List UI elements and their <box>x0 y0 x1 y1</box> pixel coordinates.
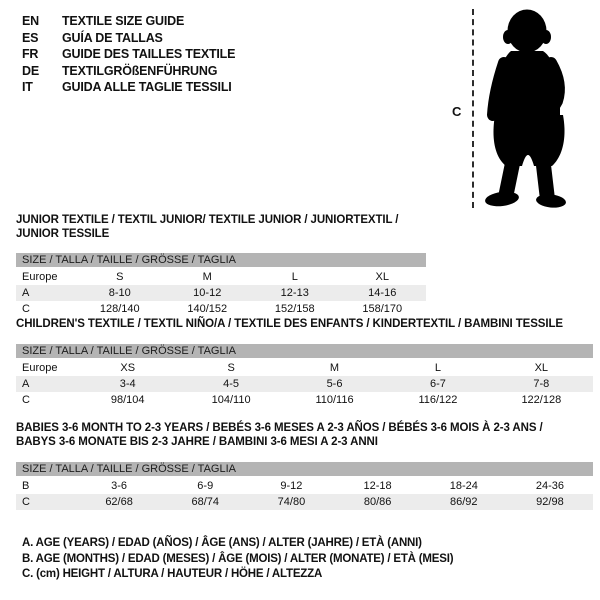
language-code: ES <box>22 30 39 45</box>
table-title <box>16 318 593 332</box>
language-row <box>22 63 235 80</box>
language-row <box>22 79 235 96</box>
row-label: C <box>22 303 30 315</box>
size-cell: XL <box>534 361 549 374</box>
size-cell: 12-18 <box>363 480 392 492</box>
baby-figure <box>448 4 600 222</box>
size-table <box>16 344 593 408</box>
size-cell: 24-36 <box>535 480 565 492</box>
size-cell: 5-6 <box>326 377 343 390</box>
guide-title: GUIDA ALLE TAGLIE TESSILI <box>62 80 232 94</box>
size-cell: L <box>434 361 441 374</box>
guide-title: GUÍA DE TALLAS <box>62 30 163 45</box>
table-title-line: BABIES 3-6 MONTH TO 2-3 YEARS / BEBÉS 3-6 MESES A 2-3 AÑOS / BÉBÉS 3-6 MOIS À 2-3 ANS / <box>16 422 543 434</box>
table-title-line: JUNIOR TEXTILE / TEXTIL JUNIOR/ TEXTILE JUNIOR / JUNIORTEXTIL / JUNIOR TESSILE <box>16 214 399 240</box>
size-cell: 3-4 <box>119 377 136 390</box>
babies-textile-section <box>16 422 593 510</box>
size-cell: XL <box>375 271 389 283</box>
size-cell: 86/92 <box>450 496 478 508</box>
guide-title: GUIDE DES TAILLES TEXTILE <box>62 47 236 61</box>
row-label: C <box>22 393 30 406</box>
row-label: Europe <box>22 361 58 374</box>
size-cell: 10-12 <box>193 287 222 299</box>
size-cell: 9-12 <box>280 480 303 492</box>
table-row <box>16 494 593 510</box>
language-code: IT <box>22 80 33 94</box>
language-row <box>22 30 235 47</box>
size-cell: 4-5 <box>223 377 240 390</box>
size-cell: 6-9 <box>197 480 214 492</box>
size-cell: L <box>291 271 298 283</box>
table-title <box>16 214 426 241</box>
height-measure-line <box>472 9 474 208</box>
table-row <box>16 301 426 317</box>
language-row <box>22 46 235 63</box>
table-size-header: SIZE / TALLA / TAILLE / GRÖSSE / TAGLIA <box>16 253 426 267</box>
row-label: B <box>22 480 30 492</box>
language-code: EN <box>22 14 39 28</box>
size-cell: 14-16 <box>368 287 397 299</box>
size-cell: M <box>202 271 212 283</box>
size-cell: 158/170 <box>362 303 403 315</box>
row-label: A <box>22 377 30 390</box>
size-cell: 92/98 <box>536 496 564 508</box>
size-cell: S <box>116 271 124 283</box>
row-label: Europe <box>22 271 58 283</box>
row-label: A <box>22 287 30 299</box>
table-title-line: BABYS 3-6 MONATE BIS 2-3 JAHRE / BAMBINI 3-6 MESI A 2-3 ANNI <box>16 435 378 448</box>
guide-title: TEXTILE SIZE GUIDE <box>62 14 185 28</box>
table-size-header: SIZE / TALLA / TAILLE / GRÖSSE / TAGLIA <box>16 462 593 476</box>
footnote-legend <box>22 536 453 583</box>
table-row <box>16 285 426 301</box>
children-textile-section <box>16 318 593 408</box>
height-measure-label: C <box>452 104 462 119</box>
size-cell: S <box>227 361 235 374</box>
size-cell: 8-10 <box>108 287 131 299</box>
size-cell: 7-8 <box>533 377 550 390</box>
table-size-header: SIZE / TALLA / TAILLE / GRÖSSE / TAGLIA <box>16 344 593 358</box>
table-row <box>16 376 593 392</box>
size-cell: 152/158 <box>274 303 315 315</box>
size-cell: 122/128 <box>521 393 562 406</box>
size-cell: 104/110 <box>211 393 251 406</box>
table-title <box>16 422 593 449</box>
footnote-b: B. AGE (MONTHS) / EDAD (MESES) / ÂGE (MOIS) / ALTER (MONATE) / ETÀ (MESI) <box>22 552 454 565</box>
table-row <box>16 269 426 285</box>
size-cell: 74/80 <box>277 496 306 508</box>
size-table <box>16 253 426 317</box>
language-title-list <box>22 13 235 96</box>
language-code: DE <box>22 63 39 78</box>
language-code: FR <box>22 47 39 61</box>
size-cell: 80/86 <box>363 496 392 508</box>
guide-title: TEXTILGRÖßENFÜHRUNG <box>62 63 218 78</box>
size-cell: 12-13 <box>280 287 309 299</box>
size-cell: 140/152 <box>187 303 228 315</box>
size-cell: XS <box>120 361 136 374</box>
table-row <box>16 478 593 494</box>
row-label: C <box>22 496 30 508</box>
size-cell: 98/104 <box>110 393 145 406</box>
size-cell: 6-7 <box>429 377 446 390</box>
table-row <box>16 392 593 408</box>
size-cell: 116/122 <box>418 393 458 406</box>
footnote-a: A. AGE (YEARS) / EDAD (AÑOS) / ÂGE (ANS) / ALTER (JAHRE) / ETÀ (ANNI) <box>22 537 422 549</box>
size-cell: M <box>329 361 340 374</box>
size-cell: 62/68 <box>105 496 133 508</box>
size-table <box>16 462 593 510</box>
size-cell: 110/116 <box>315 393 354 406</box>
size-cell: 18-24 <box>449 480 478 492</box>
size-cell: 68/74 <box>191 496 220 508</box>
language-row <box>22 13 235 30</box>
size-cell: 128/140 <box>99 303 140 315</box>
baby-silhouette-image <box>481 9 573 208</box>
footnote-c: C. (cm) HEIGHT / ALTURA / HAUTEUR / HÖHE / ALTEZZA <box>22 568 323 580</box>
table-title-line: CHILDREN'S TEXTILE / TEXTIL NIÑO/A / TEXTILE DES ENFANTS / KINDERTEXTIL / BAMBINI TESSILE <box>16 318 563 330</box>
size-cell: 3-6 <box>111 480 128 492</box>
table-row <box>16 360 593 376</box>
junior-textile-section <box>16 214 426 317</box>
